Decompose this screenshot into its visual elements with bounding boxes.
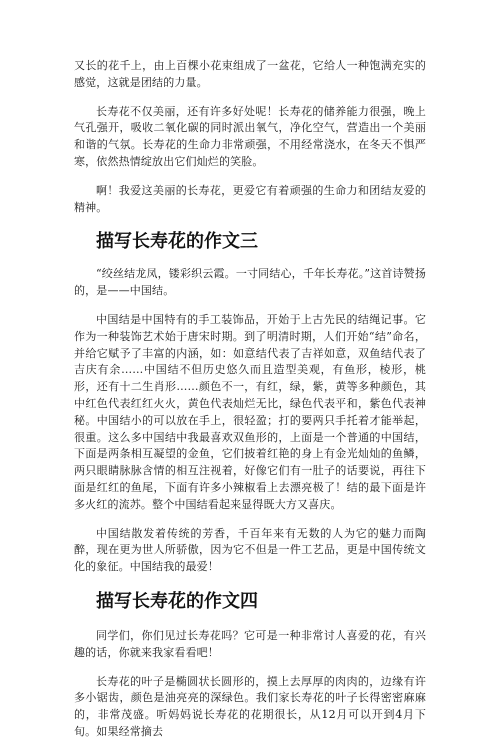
paragraph-poem: “绞丝结龙凤，镂彩织云霞。一寸同结心，千年长寿花。”这首诗赞扬的，是——中国结。: [74, 267, 426, 298]
document-body: [74, 58, 426, 753]
paragraph-conclusion: 啊！我爱这美丽的长寿花，更爱它有着顽强的生命力和团结友爱的精神。: [74, 183, 426, 214]
paragraph-chinese-knot: 中国结是中国特有的手工装饰品，开始于上古先民的结绳记事。它作为一种装饰艺术始于唐宋时期。到了明清时期，人们开始“结”命名，并给它赋予了丰富的内涵，如：如意结代表了吉祥如意，双鱼结代表了吉庆有余……中国结不但历史悠久而且造型美观，有鱼形，棱形，桃形，还有十二生肖形……颜色不一，有红，绿，紫，黄等多种颜色，其中红色代表红红火火，黄色代表灿烂无比，绿色代表平和，紫色代表神秘。中国结小的可以放在手上，很轻盈；打的要两只手托着才能举起，很重。这么多中国结中我最喜欢双鱼形的，上面是一个普通的中国结，下面是两条相互凝望的金鱼，它们披着红艳的身上有金光灿灿的鱼鳞，两只眼睛脉脉含情的相互注视着，好像它们有一肚子的话要说，再往下面是红红的鱼尾，下面有许多小辣椒看上去漂亮极了！结的最下面是许多火红的流苏。整个中国结看起来显得既大方又喜庆。: [74, 312, 426, 511]
paragraph-leaves: 长寿花的叶子是椭圆状长圆形的，摸上去厚厚的肉肉的，边缘有许多小锯齿，颜色是油亮亮的深绿色。我们家长寿花的叶子长得密密麻麻的，非常茂盛。听妈妈说长寿花的花期很长，从12月可以开到4月下旬。如果经常摘去: [74, 674, 426, 738]
section-heading-4: 描写长寿花的作文四: [96, 590, 258, 612]
paragraph-benefits: 长寿花不仅美丽，还有许多好处呢！长寿花的储养能力很强，晚上气孔强开，吸收二氧化碳的同时派出氧气，净化空气，营造出一个美丽和谐的气氛。长寿花的生命力非常顽强，不用经常浇水，在冬天不惧严寒，依然热情绽放出它们灿烂的笑脸。: [74, 104, 426, 168]
paragraph-continuation: 又长的花千上，由上百棵小花束组成了一盆花，它给人一种饱满充实的感觉，这就是团结的力量。: [74, 59, 426, 89]
paragraph-knot-summary: 中国结散发着传统的芳香，千百年来有无数的人为它的魅力而陶醉，现在更为世人所骄傲，因为它不但是一件工艺品，更是中国传统文化的象征。中国结我的最爱！: [74, 526, 426, 574]
section-heading-3: 描写长寿花的作文三: [96, 231, 258, 253]
paragraph-intro-question: 同学们，你们见过长寿花吗？它可是一种非常讨人喜爱的花，有兴趣的话，你就来我家看看吧！: [74, 628, 426, 659]
